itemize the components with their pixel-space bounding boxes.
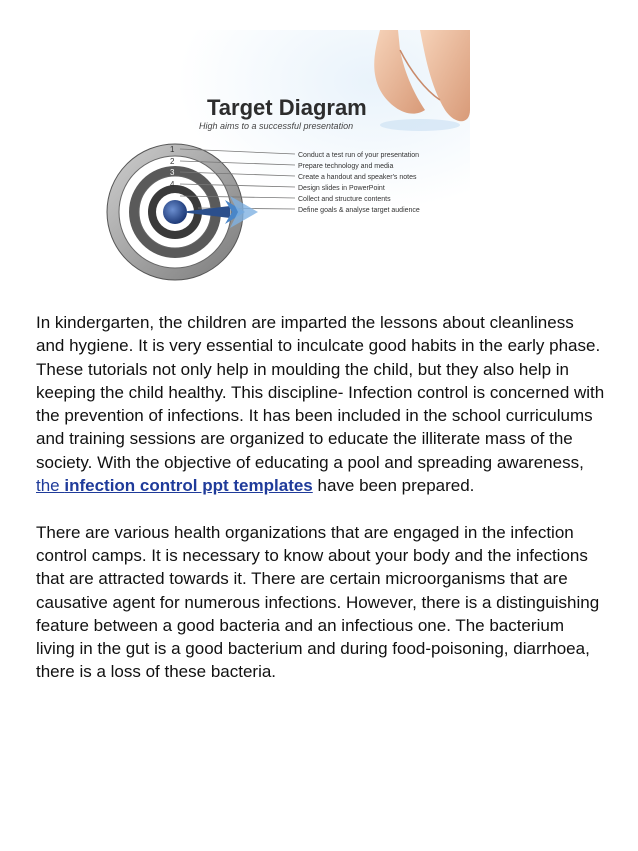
diagram-subtitle: High aims to a successful presentation: [199, 121, 354, 131]
paragraph: There are various health organizations that are engaged in the infection control camps. It is necessary to know about your body and the infections that are attracted towards it. There are certain microorganisms that are causative agent for numerous infections. However, there is a distinguishing feature between a good bacteria and an infectious one. The bacterium living in the gut is a good bacterium and during food-poisoning, diarrhoea, there is a loss of these bacteria.: [36, 522, 600, 682]
link-text-plain: the: [36, 476, 65, 496]
link-text-bold: infection control ppt templates: [64, 476, 313, 496]
target-diagram-graphic: [80, 30, 470, 287]
step-item: Design slides in PowerPoint: [298, 185, 385, 192]
paragraph-text: In kindergarten, the children are imparted the lessons about cleanliness and hygiene. It is very essential to inculcate good habits in the early phase. These tutorials not only help in moulding the child, but they also help in keeping the child healthy. This discipline- Infection control is concerned with the prevention of infections. It has been included in the school curriculums and training sessions are organized to educate the illiterate mass of the society. With the objective of educating a pool and spreading awareness,: [36, 313, 605, 472]
step-item: Create a handout and speaker's notes: [298, 174, 417, 181]
step-item: Define goals & analyse target audience: [298, 207, 420, 214]
paragraph: [36, 311, 606, 497]
article-body: [36, 311, 606, 684]
ring-number: 5: [170, 193, 175, 202]
target-diagram-image: [80, 30, 470, 287]
infection-control-ppt-link[interactable]: [36, 476, 313, 495]
ring-number: 1: [170, 145, 175, 154]
step-item: Prepare technology and media: [298, 163, 394, 170]
diagram-title: Target Diagram: [207, 95, 367, 120]
paragraph-text: have been prepared.: [312, 476, 475, 496]
ring-number: 3: [170, 168, 175, 177]
step-item: Collect and structure contents: [298, 196, 391, 203]
ring-number: 2: [170, 157, 175, 166]
step-item: Conduct a test run of your presentation: [298, 152, 420, 159]
ring-numbers: [170, 145, 175, 202]
ring-number: 4: [170, 180, 175, 189]
